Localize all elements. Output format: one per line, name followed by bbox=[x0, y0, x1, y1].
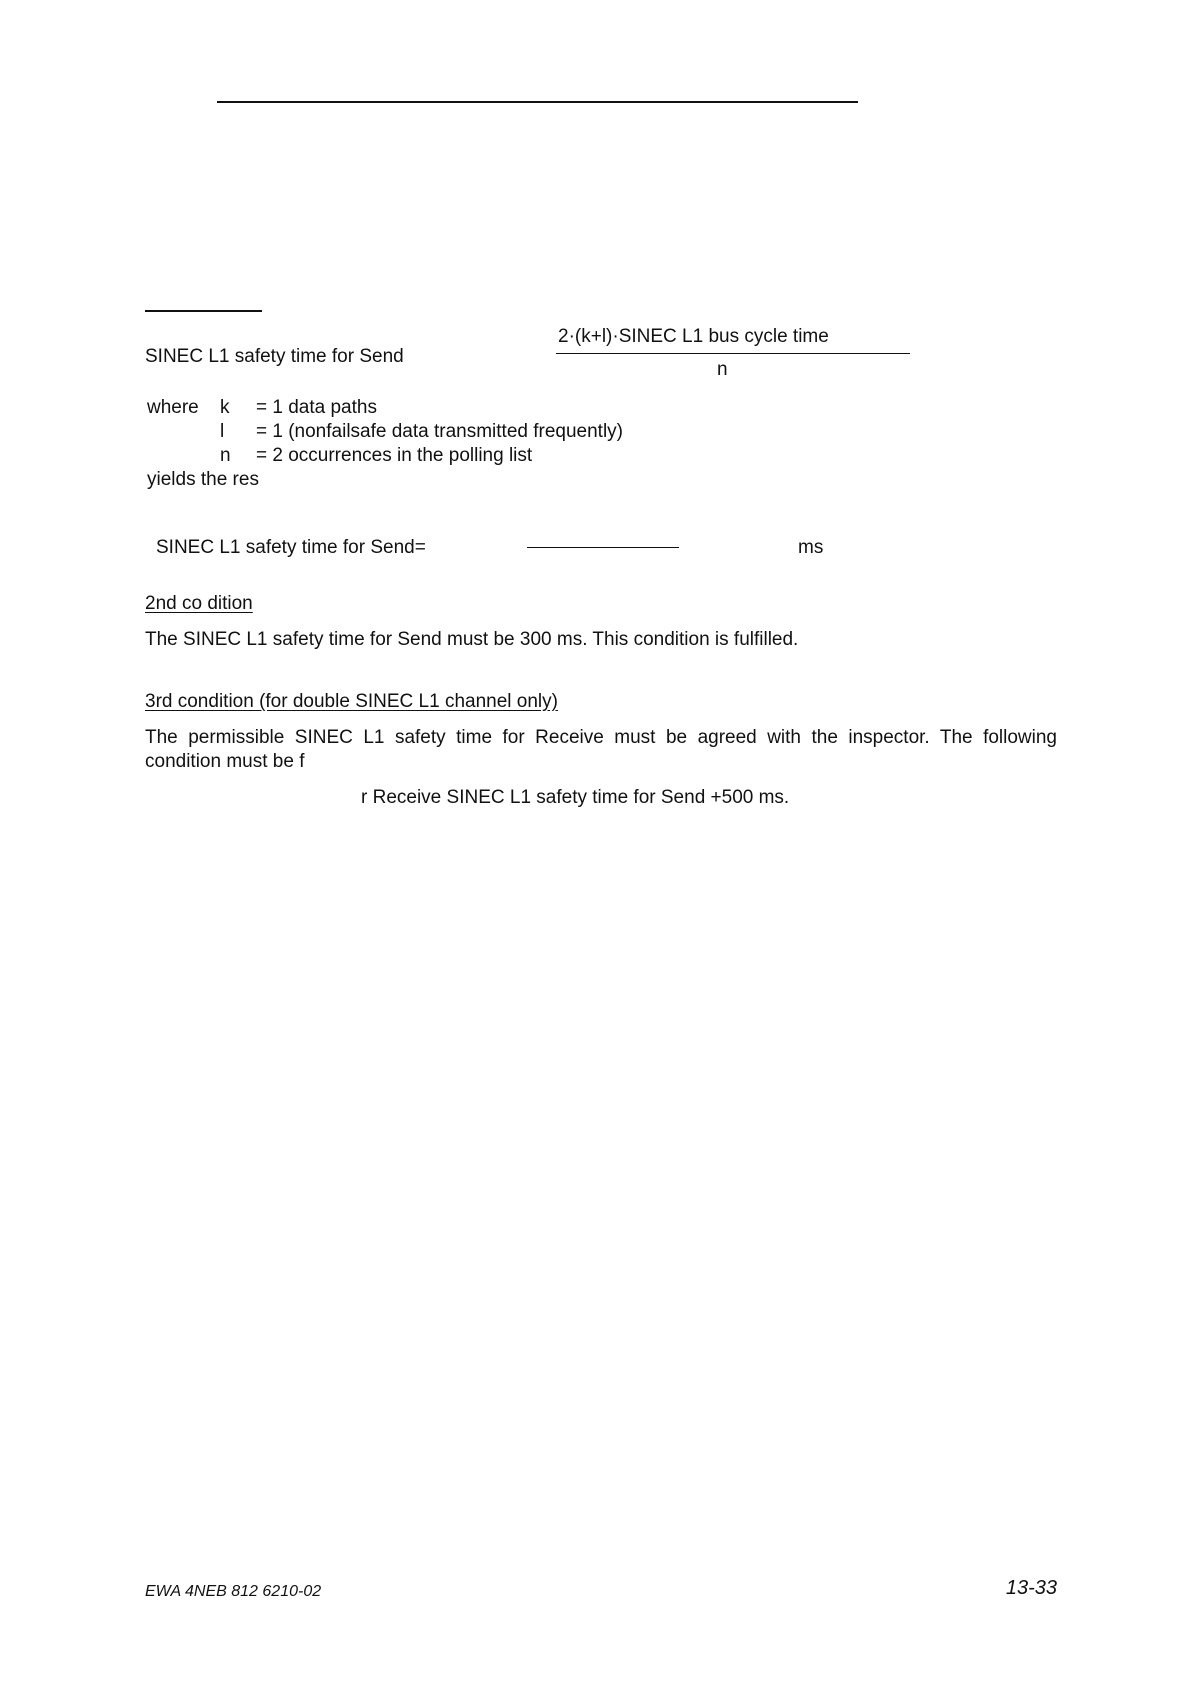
where-label: where bbox=[147, 397, 199, 418]
header-rule bbox=[217, 101, 858, 103]
var-k-name: k bbox=[220, 397, 230, 418]
formula-lhs-label: SINEC L1 safety time for Send bbox=[145, 346, 404, 367]
result-blank-line bbox=[527, 547, 679, 548]
var-n-text: = 2 occurrences in the polling list bbox=[256, 445, 533, 466]
var-k-text: = 1 data paths bbox=[256, 397, 377, 418]
formula-denominator: n bbox=[717, 359, 728, 380]
third-condition-line1: The permissible SINEC L1 safety time for Receive must be agreed with the inspector. The following bbox=[145, 727, 1057, 748]
section-rule bbox=[145, 310, 262, 312]
formula-numerator: 2·(k+l)·SINEC L1 bus cycle time bbox=[558, 326, 829, 347]
second-condition-heading: 2nd co dition bbox=[145, 593, 253, 614]
third-condition-inequality: r Receive SINEC L1 safety time for Send +500 ms. bbox=[361, 787, 790, 808]
var-l-name: l bbox=[220, 421, 225, 442]
yields-text: yields the res bbox=[147, 469, 259, 490]
footer-doc-id: EWA 4NEB 812 6210-02 bbox=[145, 1583, 322, 1600]
fraction-bar bbox=[556, 353, 910, 354]
var-l-text: = 1 (nonfailsafe data transmitted frequently) bbox=[256, 421, 624, 442]
second-condition-text: The SINEC L1 safety time for Send must be 300 ms. This condition is fulfilled. bbox=[145, 629, 799, 650]
result-unit: ms bbox=[798, 537, 824, 558]
result-label: SINEC L1 safety time for Send= bbox=[156, 537, 426, 558]
third-condition-line2: condition must be f bbox=[145, 751, 305, 772]
third-condition-heading: 3rd condition (for double SINEC L1 channel only) bbox=[145, 691, 558, 712]
footer-page-number: 13-33 bbox=[1005, 1577, 1057, 1599]
var-n-name: n bbox=[220, 445, 231, 466]
